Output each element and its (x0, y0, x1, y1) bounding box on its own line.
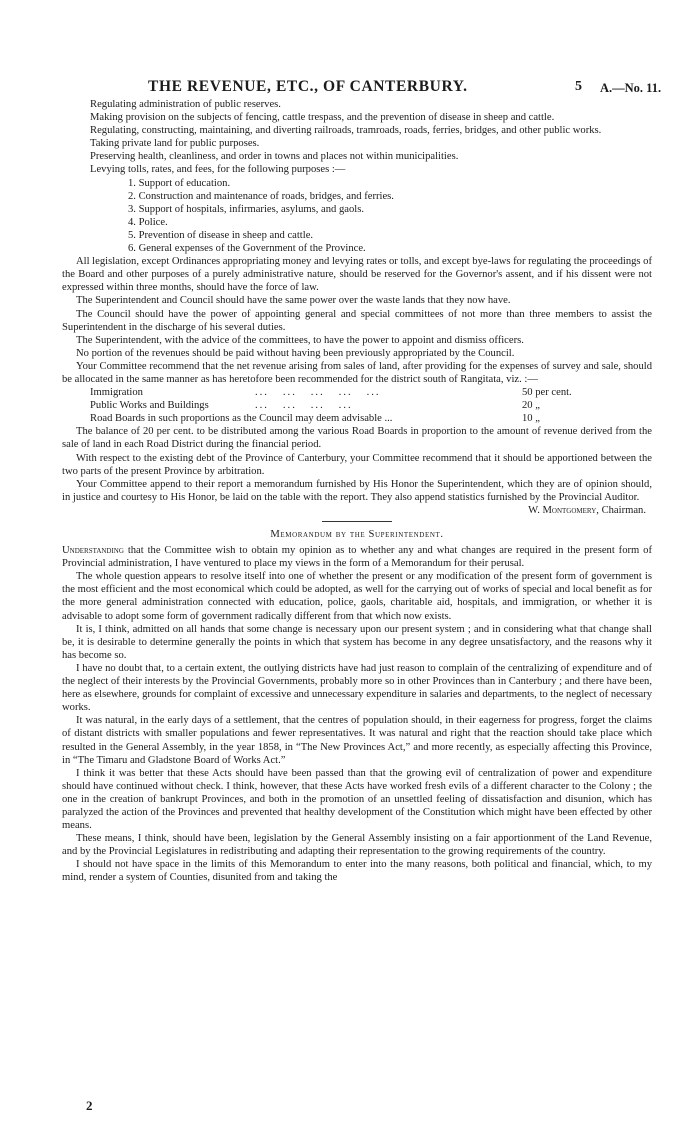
paragraph: The Superintendent and Council should have the same power over the waste lands that they now have. (76, 295, 511, 307)
allocation-row (90, 399, 652, 412)
leader-dots: ... ... ... ... (255, 400, 353, 412)
allocation-row (90, 412, 652, 425)
leader-dots: ... ... ... ... ... (255, 387, 381, 399)
page-title: THE REVENUE, ETC., OF CANTERBURY. (148, 78, 468, 95)
memo-paragraph: I have no doubt that, to a certain extent, the outlying districts have had just reason to complain of the centralizing of expenditure and of the neglect of their interests by the Provincial Governments, probably more so in other Provinces than in Canterbury ; and there have been, here as elsewhere, grounds for complaint of excessive and unnecessary expenditure in salaries and departments, to the neglect of necessary works. (62, 662, 652, 714)
paragraph: The Council should have the power of appointing general and special committees of not more than three members to assist the Superintendent in the discharge of his several duties. (62, 308, 652, 333)
list-item: Regulating, constructing, maintaining, and diverting railroads, tramroads, roads, ferries, bridges, and other public works. (90, 125, 602, 137)
numbered-item: 1. Support of education. (128, 177, 231, 189)
numbered-item: 4. Police. (128, 216, 168, 228)
page-body (62, 98, 652, 885)
memo-paragraph: The whole question appears to resolve itself into one of whether the present or any modification of the present form of government is the most efficient and the most economical which could be adopted, as well for the carrying out of works of special and local benefit as for the more general administration connected with education, police, gaols, charitable aid, hospitals, and immigration, or whether it is advisable to adopt some form of government radically different from that which now exists. (62, 571, 652, 622)
signatory-name: W. Montgomery, (528, 504, 599, 516)
numbered-item: 5. Prevention of disease in sheep and cattle. (128, 229, 314, 241)
memo-heading: Memorandum by the Superintendent. (270, 529, 444, 540)
list-item: Preserving health, cleanliness, and order in towns and places not within municipalities. (90, 151, 459, 163)
numbered-item: 3. Support of hospitals, infirmaries, asylums, and gaols. (128, 203, 364, 215)
allocation-table (62, 386, 652, 425)
memo-paragraph: I think it was better that these Acts should have been passed than that the growing evil of centralization of power and expenditure should have continued without check. I think, however, that these Acts have worked fresh evils of a different character to the Colony ; the one in the creation of bankrupt Provinces, and both in the promotion of an unsettled feeling of dissatisfaction and disunion, which has paralyzed the action of the Provinces and prevented that healthy development of the Constitution which might have been effected by other means. (62, 767, 652, 832)
document-reference: A.—No. 11. (600, 81, 662, 95)
signature-line (62, 504, 652, 517)
numbered-item: 6. General expenses of the Government of the Province. (128, 243, 366, 255)
memo-paragraph: I should not have space in the limits of this Memorandum to enter into the many reasons, both political and financial, which, to my mind, render a system of Counties, disunited from and taking the (62, 859, 652, 884)
paragraph: Your Committee append to their report a memorandum furnished by His Honor the Superintendent, which they are of opinion should, in justice and courtesy to His Honor, be laid on the table with the report. They also append statistics furnished by the Provincial Auditor. (62, 478, 652, 503)
memo-paragraph: These means, I think, should have been, legislation by the General Assembly insisting on a fair apportionment of the Land Revenue, and by the Provincial Legislatures in redistributing and adapting their representation to the growing requirements of the country. (62, 833, 652, 858)
allocation-label: Immigration (90, 387, 143, 399)
memo-lead-word: Understanding (62, 545, 124, 557)
paragraph: The balance of 20 per cent. to be distributed among the various Road Boards in proportion to the amount of revenue derived from the sale of land in each Road District during the financial period. (62, 426, 652, 451)
paragraph: All legislation, except Ordinances appropriating money and levying rates or tolls, and except bye-laws for regulating the proceedings of the Board and other purposes of a purely administrative nature, should be reserved for the Governor's assent, and if his dissent were not expressed within three months, should have the force of law. (62, 256, 653, 294)
section-divider (322, 521, 392, 522)
allocation-label: Road Boards in such proportions as the Council may deem advisable ... (90, 413, 393, 425)
memo-paragraph (62, 544, 652, 570)
memo-paragraph: It is, I think, admitted on all hands that some change is necessary upon our present system ; and in considering what that change shall be, it is desirable to determine generally the points in which that system has become in any degree unsatisfactory, and the reasons why it has become so. (62, 623, 652, 661)
signature-mark: 2 (86, 1098, 93, 1113)
page-number: 5 (575, 79, 582, 94)
signatory-role: Chairman. (601, 504, 646, 516)
page-header (0, 78, 700, 96)
allocation-value: 50 per cent. (522, 387, 572, 399)
paragraph: With respect to the existing debt of the Province of Canterbury, your Committee recommend that it should be apportioned between the two parts of the present Province by arbitration. (62, 452, 652, 477)
paragraph: Your Committee recommend that the net revenue arising from sales of land, after providing for the expenses of survey and sale, should be allocated in the same manner as has heretofore been recommended for the district south of Rangitata, viz. :— (62, 360, 652, 385)
memo-first-text: that the Committee wish to obtain my opinion as to whether any and what changes are required in the present form of Provincial administration, I have ventured to place my views in the form of a Memorandum for their perusal. (62, 545, 652, 570)
paragraph: The Superintendent, with the advice of the committees, to have the power to appoint and dismiss officers. (76, 334, 524, 346)
memo-paragraph: It was natural, in the early days of a settlement, that the centres of population should, in their eagerness for progress, forget the claims of distant districts with smaller populations and fewer representatives. It was natural and right that the reaction should take place which resulted in the General Assembly, in the year 1858, in “The New Provinces Act,” and more recently, as especially affecting this Province, in “The Timaru and Gladstone Board of Works Act.” (62, 715, 652, 766)
allocation-value: 20 „ (522, 400, 540, 412)
list-item: Levying tolls, rates, and fees, for the following purposes :— (90, 164, 346, 176)
list-item: Regulating administration of public reserves. (90, 99, 281, 110)
list-item: Making provision on the subjects of fencing, cattle trespass, and the prevention of disease in sheep and cattle. (90, 112, 555, 124)
list-item: Taking private land for public purposes. (90, 138, 260, 150)
numbered-item: 2. Construction and maintenance of roads, bridges, and ferries. (128, 190, 394, 202)
allocation-row (90, 386, 652, 399)
powers-list (62, 98, 652, 177)
allocation-label: Public Works and Buildings (90, 400, 209, 412)
purposes-list (62, 177, 652, 256)
paragraph: No portion of the revenues should be paid without having been previously appropriated by the Council. (76, 347, 515, 359)
allocation-value: 10 „ (522, 413, 540, 425)
